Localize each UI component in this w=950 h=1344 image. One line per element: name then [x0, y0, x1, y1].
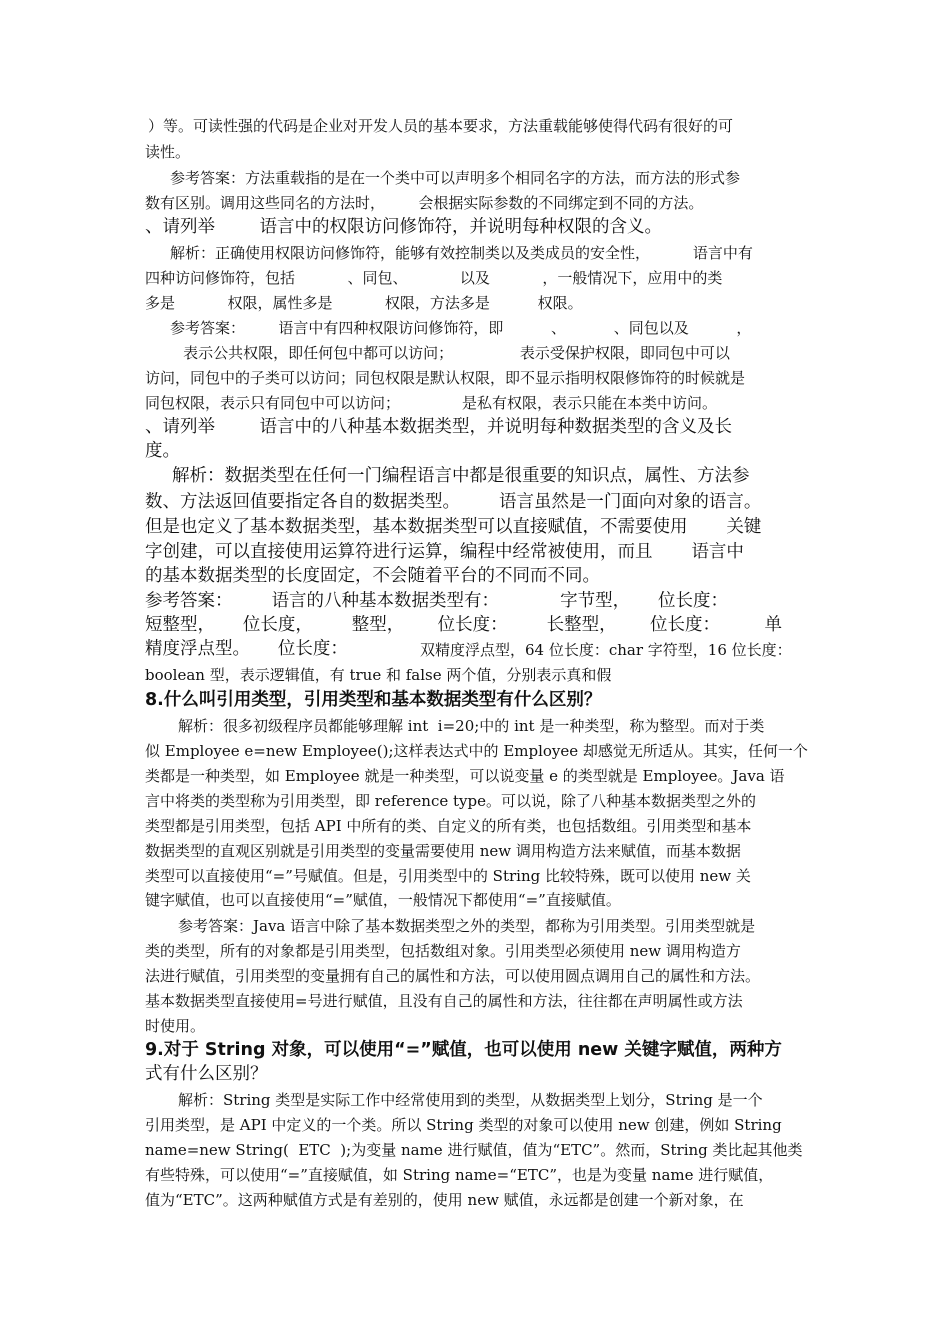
text-line: 表示公共权限，即任何包中都可以访问； 表示受保护权限，即同包中可以 [145, 344, 730, 362]
text-line: ）等。可读性强的代码是企业对开发人员的基本要求，方法重载能够使得代码有很好的可 [148, 117, 734, 135]
text-line: 精度浮点型。 位长度： [145, 639, 348, 659]
text-line: 多是 权限，属性多是 权限，方法多是 权限。 [145, 294, 583, 312]
text-line: 的基本数据类型的长度固定，不会随着平台的不同而不同。 [145, 566, 600, 586]
text-line: 类型可以直接使用“=”号赋值。但是，引用类型中的 String 比较特殊，既可以使用 new 关 [145, 867, 751, 885]
text-line: 数、方法返回值要指定各自的数据类型。 语言虽然是一门面向对象的语言。 [145, 492, 762, 512]
text-line: 类都是一种类型，如 Employee 就是一种类型，可以说变量 e 的类型就是 Employee。Java 语 [145, 767, 785, 785]
text-line: 值为“ETC”。这两种赋值方式是有差别的，使用 new 赋值，永远都是创建一个新对象，在 [145, 1191, 744, 1209]
text-line: 键字赋值，也可以直接使用“=”赋值，一般情况下都使用“=”直接赋值。 [145, 891, 621, 909]
text-line: 解析：正确使用权限访问修饰符，能够有效控制类以及类成员的安全性， 语言中有 [170, 244, 753, 262]
text-line: 参考答案： 语言中有四种权限访问修饰符，即 、 、同包以及 ， [170, 319, 752, 337]
question-heading: 8.什么叫引用类型，引用类型和基本数据类型有什么区别？ [145, 690, 602, 710]
text-line: 类型都是引用类型，包括 API 中所有的类、自定义的所有类，也包括数组。引用类型和基本 [145, 817, 752, 835]
text-line: 但是也定义了基本数据类型，基本数据类型可以直接赋值，不需要使用 关键 [145, 517, 762, 537]
text-line: 字创建，可以直接使用运算符进行运算，编程中经常被使用，而且 语言中 [145, 542, 744, 562]
text-line: 引用类型，是 API 中定义的一个类。所以 String 类型的对象可以使用 new 创建，例如 String [145, 1116, 782, 1134]
text-line: 双精度浮点型，64 位长度：char 字符型，16 位长度： [420, 641, 792, 659]
text-line: 解析：数据类型在任何一门编程语言中都是很重要的知识点，属性、方法参 [172, 466, 750, 486]
text-line: 数据类型的直观区别就是引用类型的变量需要使用 new 调用构造方法来赋值，而基本数据 [145, 842, 741, 860]
text-line: 参考答案： 语言的八种基本数据类型有： 字节型， 位长度： [145, 591, 728, 611]
text-line: 有些特殊，可以使用“=”直接赋值，如 String name=“ETC”，也是为变量 name 进行赋值， [145, 1166, 774, 1184]
text-line: 四种访问修饰符，包括 、同包、 以及 ，一般情况下，应用中的类 [145, 269, 723, 287]
text-line: name=new String( ETC );为变量 name 进行赋值，值为“ETC”。然而，String 类比起其他类 [145, 1141, 803, 1159]
text-line: 同包权限，表示只有同包中可以访问； 是私有权限，表示只能在本类中访问。 [145, 394, 717, 412]
text-line: 言中将类的类型称为引用类型，即 reference type。可以说，除了八种基本数据类型之外的 [145, 792, 756, 810]
text-line: 基本数据类型直接使用=号进行赋值，且没有自己的属性和方法，往往都在声明属性或方法 [145, 992, 743, 1010]
text-line: 时使用。 [145, 1017, 206, 1035]
text-line: 解析：很多初级程序员都能够理解 int i=20;中的 int 是一种类型，称为整型。而对于类 [178, 717, 765, 735]
text-line: 读性。 [145, 143, 191, 161]
text-line: 解析：String 类型是实际工作中经常使用到的类型，从数据类型上划分，String 是一个 [178, 1091, 763, 1109]
text-line: 参考答案：方法重载指的是在一个类中可以声明多个相同名字的方法，而方法的形式参 [170, 169, 741, 187]
text-line: 数有区别。调用这些同名的方法时， 会根据实际参数的不同绑定到不同的方法。 [145, 194, 704, 212]
text-line: 短整型， 位长度， 整型， 位长度： 长整型， 位长度： 单 [145, 615, 782, 635]
text-line: 法进行赋值，引用类型的变量拥有自己的属性和方法，可以使用圆点调用自己的属性和方法。 [145, 967, 761, 985]
text-line: 似 Employee e=new Employee();这样表达式中的 Employee 却感觉无所适从。其实，任何一个 [145, 742, 808, 760]
text-line: boolean 型，表示逻辑值，有 true 和 false 两个值，分别表示真和假 [145, 666, 612, 684]
question-heading: 度。 [145, 441, 180, 461]
question-heading: 9.对于 String 对象，可以使用“=”赋值，也可以使用 new 关键字赋值，两种方 [145, 1040, 782, 1060]
question-heading: 式有什么区别？ [145, 1064, 268, 1084]
text-line: 访问，同包中的子类可以访问；同包权限是默认权限，即不显示指明权限修饰符的时候就是 [145, 369, 746, 387]
text-line: 类的类型，所有的对象都是引用类型，包括数组对象。引用类型必须使用 new 调用构造方 [145, 942, 741, 960]
question-heading: 、请列举 语言中的八种基本数据类型，并说明每种数据类型的含义及长 [145, 417, 732, 437]
text-line: 参考答案：Java 语言中除了基本数据类型之外的类型，都称为引用类型。引用类型就是 [178, 917, 756, 935]
question-heading: 、请列举 语言中的权限访问修饰符，并说明每种权限的含义。 [145, 217, 662, 237]
